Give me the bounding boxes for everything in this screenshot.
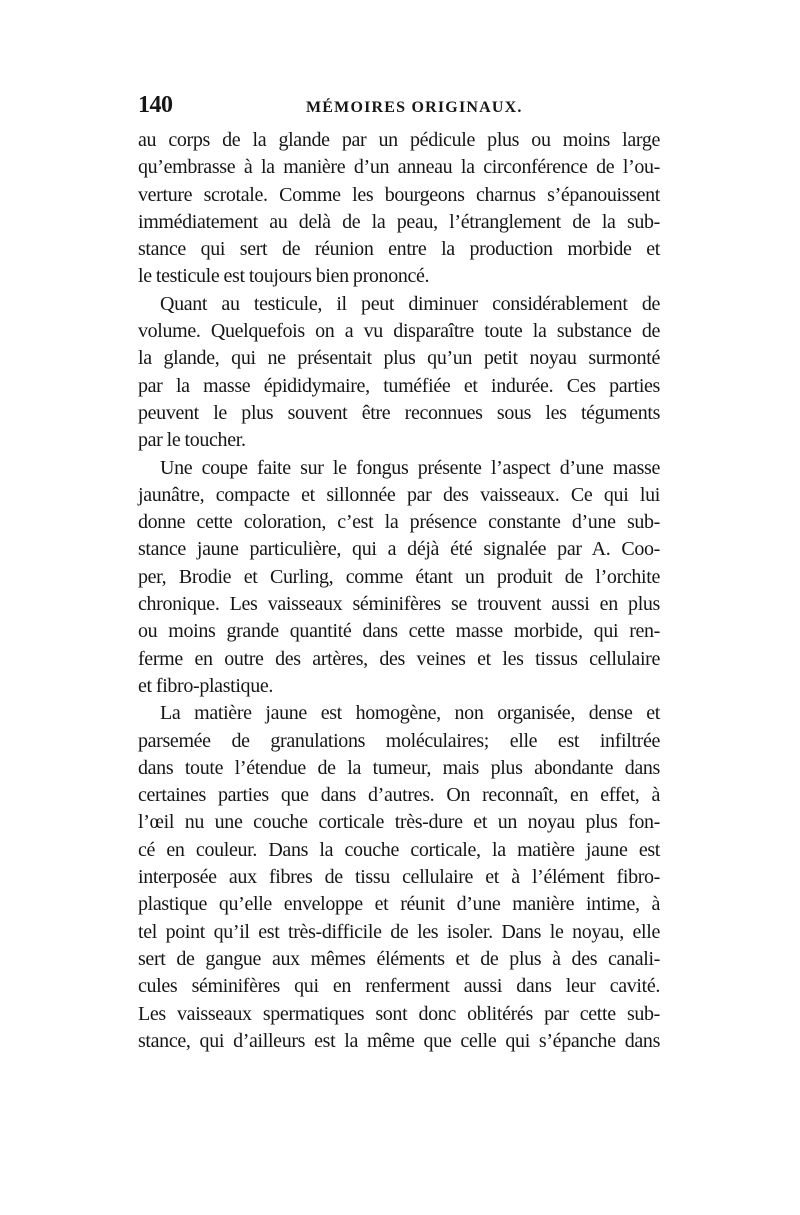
- text-line: stance qui sert de réunion entre la production morbide et: [138, 238, 660, 261]
- page-number: 140: [138, 92, 173, 118]
- text-line: volume. Quelquefois on a vu disparaître toute la substance de: [138, 320, 660, 343]
- text-line: ferme en outre des artères, des veines et les tissus cellulaire: [138, 647, 660, 670]
- text-line: certaines parties que dans d’autres. On reconnaît, en effet, à: [138, 784, 660, 807]
- text-line: par la masse épididymaire, tuméfiée et indurée. Ces parties: [138, 374, 660, 397]
- text-line: et fibro-plastique.: [138, 674, 274, 697]
- text-line: dans toute l’étendue de la tumeur, mais plus abondante dans: [138, 756, 660, 779]
- text-line: cé en couleur. Dans la couche corticale, la matière jaune est: [138, 838, 660, 861]
- text-line: chronique. Les vaisseaux séminifères se trouvent aussi en plus: [138, 593, 660, 616]
- body-text: [138, 127, 660, 1055]
- text-line: le testicule est toujours bien prononcé.: [138, 265, 430, 288]
- running-title: MÉMOIRES ORIGINAUX.: [306, 99, 523, 116]
- text-line: Les vaisseaux spermatiques sont donc oblitérés par cette sub-: [138, 1002, 660, 1025]
- text-line: qu’embrasse à la manière d’un anneau la circonférence de l’ou-: [138, 156, 660, 179]
- text-line: peuvent le plus souvent être reconnues sous les téguments: [138, 401, 660, 424]
- text-line: jaunâtre, compacte et sillonnée par des vaisseaux. Ce qui lui: [138, 483, 660, 506]
- text-line: au corps de la glande par un pédicule plus ou moins large: [138, 129, 660, 151]
- text-line: par le toucher.: [138, 429, 246, 452]
- text-line: immédiatement au delà de la peau, l’étranglement de la sub-: [138, 210, 660, 233]
- text-line: La matière jaune est homogène, non organisée, dense et: [160, 702, 660, 725]
- text-line: per, Brodie et Curling, comme étant un produit de l’orchite: [138, 565, 660, 588]
- text-line: l’œil nu une couche corticale très-dure et un noyau plus fon-: [138, 811, 660, 834]
- text-line: plastique qu’elle enveloppe et réunit d’une manière intime, à: [138, 893, 660, 916]
- text-line: ou moins grande quantité dans cette masse morbide, qui ren-: [138, 620, 660, 643]
- text-line: tel point qu’il est très-difficile de les isoler. Dans le noyau, elle: [138, 920, 660, 943]
- text-line: stance, qui d’ailleurs est la même que celle qui s’épanche dans: [138, 1029, 660, 1052]
- page-header: [138, 92, 660, 126]
- text-line: sert de gangue aux mêmes éléments et de plus à des canali-: [138, 947, 660, 970]
- text-line: Une coupe faite sur le fongus présente l’aspect d’une masse: [160, 456, 660, 479]
- text-line: la glande, qui ne présentait plus qu’un petit noyau surmonté: [138, 347, 660, 370]
- text-line: parsemée de granulations moléculaires; elle est infiltrée: [138, 729, 660, 752]
- text-line: Quant au testicule, il peut diminuer considérablement de: [160, 292, 660, 315]
- text-line: stance jaune particulière, qui a déjà été signalée par A. Coo-: [138, 538, 660, 561]
- text-line: interposée aux fibres de tissu cellulaire et à l’élément fibro-: [138, 866, 660, 889]
- text-line: cules séminifères qui en renferment aussi dans leur cavité.: [138, 975, 660, 998]
- text-line: verture scrotale. Comme les bourgeons charnus s’épanouissent: [138, 183, 660, 206]
- text-line: donne cette coloration, c’est la présence constante d’une sub-: [138, 511, 660, 534]
